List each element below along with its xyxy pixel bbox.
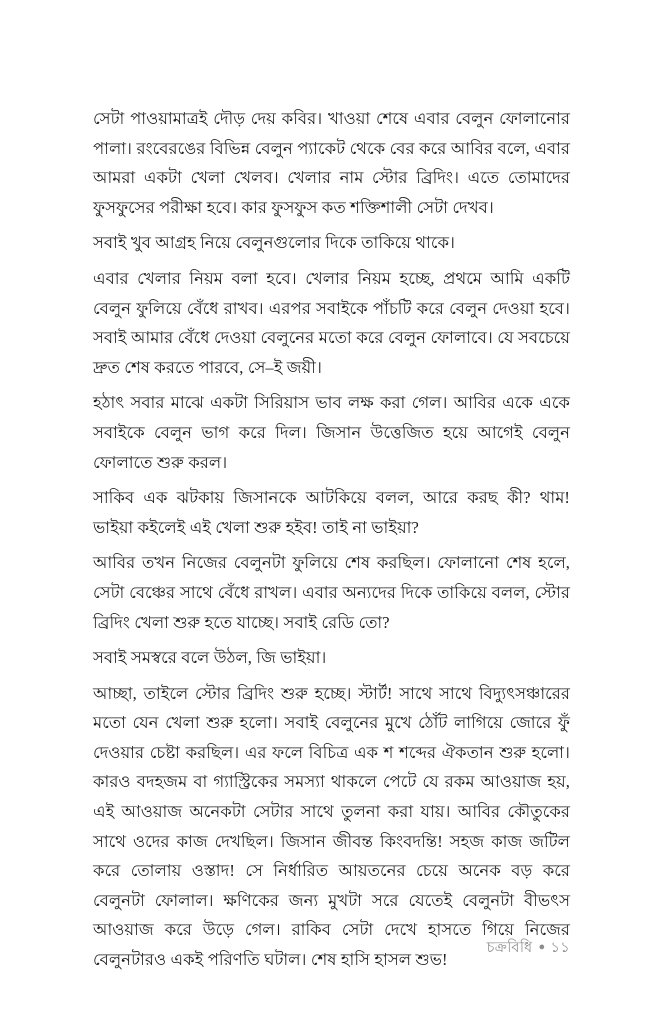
body-paragraph: সবাই সমস্বরে বলে উঠল, জি ভাইয়া। [93,648,327,668]
body-paragraph: এবার খেলার নিয়ম বলা হবে। খেলার নিয়ম হচ্ছে, প্রথমে আমি একটি বেলুন ফুলিয়ে বেঁধে রাখব। এরপর সবাইকে পাঁচটি করে বেলুন দেওয়া হবে। সবাই আমার বেঁধে দেওয়া বেলুনের মতো করে বেলুন ফোলাবে। যে সবচেয়ে দ্রুত শেষ করতে পারবে, সে–ই জয়ী। [93,268,570,377]
page-text-block [93,104,570,975]
footer-bullet-icon: ● [538,941,546,953]
body-paragraph: সেটা পাওয়ামাত্রই দৌড় দেয় কবির। খাওয়া শেষে এবার বেলুন ফোলানোর পালা। রংবেরঙের বিভিন্ন বেলুন প্যাকেট থেকে বের করে আবির বলে, এবার আমরা একটা খেলা খেলব। খেলার নাম স্টোর ব্রিদিং। এতে তোমাদের ফুসফুসের পরীক্ষা হবে। কার ফুসফুস কত শক্তিশালী সেটা দেখব। [93,109,570,217]
footer-chapter-title: চক্রবিধি [486,940,533,956]
body-paragraph: হঠাৎ সবার মাঝে একটা সিরিয়াস ভাব লক্ষ করা গেল। আবির একে একে সবাইকে বেলুন ভাগ করে দিল। জিসান উত্তেজিত হয়ে আগেই বেলুন ফোলাতে শুরু করল। [93,393,570,472]
body-paragraph: আচ্ছা, তাইলে স্টোর ব্রিদিং শুরু হচ্ছে। স্টার্ট! সাথে সাথে বিদ্যুৎসঞ্চারের মতো যেন খেলা শুরু হলো। সবাই বেলুনের মুখে ঠোঁট লাগিয়ে জোরে ফুঁ দেওয়ার চেষ্টা করছিল। এর ফলে বিচিত্র এক শ শব্দের ঐকতান শুরু হলো। কারও বদহজম বা গ্যাস্ট্রিকের সমস্যা থাকলে পেটে যে রকম আওয়াজ হয়, এই আওয়াজ অনেকটা সেটার সাথে তুলনা করা যায়। আবির কৌতুকের সাথে ওদের কাজ দেখছিল। জিসান জীবন্ত কিংবদন্তি! সহজ কাজ জটিল করে তোলায় ওস্তাদ! সে নির্ধারিত আয়তনের চেয়ে অনেক বড় করে বেলুনটা ফোলাল। ক্ষণিকের জন্য মুখটা সরে যেতেই বেলুনটা বীভৎস আওয়াজ করে উড়ে গেল। রাকিব সেটা দেখে হাসতে গিয়ে নিজের বেলুনটারও একই পরিণতি ঘটাল। শেষ হাসি হাসল শুভ! [93,683,570,970]
page-footer [93,938,570,959]
body-paragraph: আবির তখন নিজের বেলুনটা ফুলিয়ে শেষ করছিল। ফোলানো শেষ হলে, সেটা বেঞ্চের সাথে বেঁধে রাখল। এবার অন্যদের দিকে তাকিয়ে বলল, স্টোর ব্রিদিং খেলা শুরু হতে যাচ্ছে। সবাই রেডি তো? [93,553,570,632]
page-number: ১১ [550,940,570,956]
body-paragraph: সাকিব এক ঝটকায় জিসানকে আটকিয়ে বলল, আরে করছ কী? থাম! ভাইয়া কইলেই এই খেলা শুরু হইব! তাই না ভাইয়া? [93,488,570,537]
body-paragraph: সবাই খুব আগ্রহ নিয়ে বেলুনগুলোর দিকে তাকিয়ে থাকে। [93,233,455,253]
